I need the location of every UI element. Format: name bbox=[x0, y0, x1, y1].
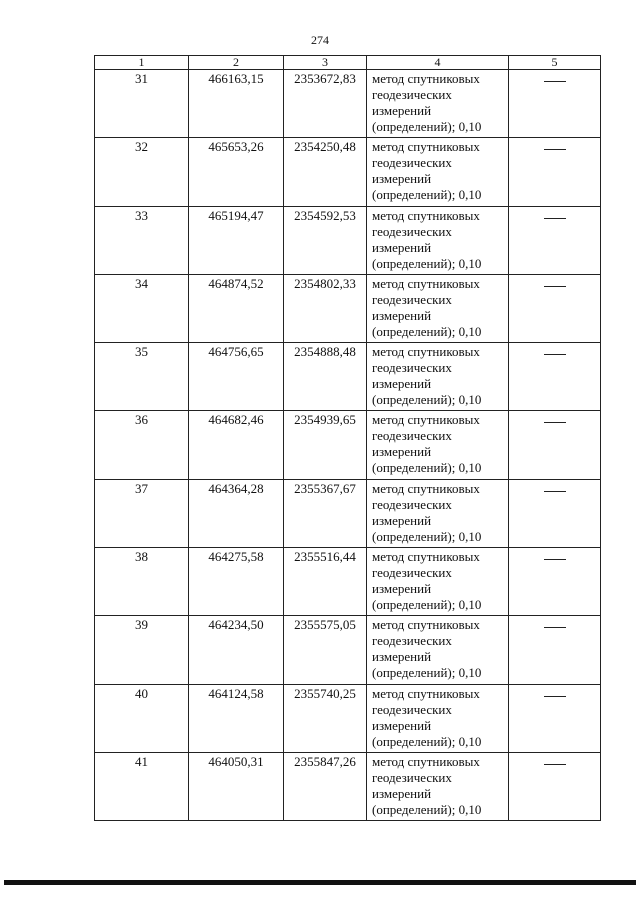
method-cell: метод спутниковых геодезических измерений (определений); 0,10 bbox=[367, 479, 509, 547]
x-coordinate-cell: 464874,52 bbox=[189, 274, 284, 342]
note-cell bbox=[509, 70, 601, 138]
y-coordinate-cell: 2354592,53 bbox=[284, 206, 367, 274]
note-cell bbox=[509, 684, 601, 752]
method-cell: метод спутниковых геодезических измерений (определений); 0,10 bbox=[367, 138, 509, 206]
y-coordinate-cell: 2354802,33 bbox=[284, 274, 367, 342]
y-coordinate-cell: 2354250,48 bbox=[284, 138, 367, 206]
table-row bbox=[95, 411, 601, 479]
table-row bbox=[95, 274, 601, 342]
table-row bbox=[95, 138, 601, 206]
x-coordinate-cell: 464234,50 bbox=[189, 616, 284, 684]
method-cell: метод спутниковых геодезических измерений (определений); 0,10 bbox=[367, 616, 509, 684]
x-coordinate-cell: 464364,28 bbox=[189, 479, 284, 547]
dash-mark bbox=[544, 491, 566, 492]
x-coordinate-cell: 465653,26 bbox=[189, 138, 284, 206]
y-coordinate-cell: 2354939,65 bbox=[284, 411, 367, 479]
table-row bbox=[95, 479, 601, 547]
note-cell bbox=[509, 548, 601, 616]
point-number-cell: 37 bbox=[95, 479, 189, 547]
method-cell: метод спутниковых геодезических измерений (определений); 0,10 bbox=[367, 206, 509, 274]
x-coordinate-cell: 465194,47 bbox=[189, 206, 284, 274]
dash-mark bbox=[544, 627, 566, 628]
table-row bbox=[95, 684, 601, 752]
column-header-5: 5 bbox=[509, 56, 601, 70]
table-header-row bbox=[95, 56, 601, 70]
point-number-cell: 33 bbox=[95, 206, 189, 274]
table-row bbox=[95, 343, 601, 411]
x-coordinate-cell: 464275,58 bbox=[189, 548, 284, 616]
point-number-cell: 36 bbox=[95, 411, 189, 479]
table-row bbox=[95, 616, 601, 684]
point-number-cell: 35 bbox=[95, 343, 189, 411]
note-cell bbox=[509, 411, 601, 479]
coordinates-table bbox=[94, 55, 601, 821]
y-coordinate-cell: 2355367,67 bbox=[284, 479, 367, 547]
point-number-cell: 38 bbox=[95, 548, 189, 616]
column-header-4: 4 bbox=[367, 56, 509, 70]
dash-mark bbox=[544, 81, 566, 82]
x-coordinate-cell: 464050,31 bbox=[189, 752, 284, 820]
column-header-3: 3 bbox=[284, 56, 367, 70]
point-number-cell: 32 bbox=[95, 138, 189, 206]
note-cell bbox=[509, 206, 601, 274]
note-cell bbox=[509, 752, 601, 820]
x-coordinate-cell: 464682,46 bbox=[189, 411, 284, 479]
point-number-cell: 39 bbox=[95, 616, 189, 684]
method-cell: метод спутниковых геодезических измерений (определений); 0,10 bbox=[367, 274, 509, 342]
method-cell: метод спутниковых геодезических измерений (определений); 0,10 bbox=[367, 752, 509, 820]
method-cell: метод спутниковых геодезических измерений (определений); 0,10 bbox=[367, 343, 509, 411]
table-row bbox=[95, 548, 601, 616]
y-coordinate-cell: 2355740,25 bbox=[284, 684, 367, 752]
y-coordinate-cell: 2355516,44 bbox=[284, 548, 367, 616]
point-number-cell: 34 bbox=[95, 274, 189, 342]
dash-mark bbox=[544, 696, 566, 697]
y-coordinate-cell: 2355575,05 bbox=[284, 616, 367, 684]
point-number-cell: 40 bbox=[95, 684, 189, 752]
y-coordinate-cell: 2355847,26 bbox=[284, 752, 367, 820]
point-number-cell: 31 bbox=[95, 70, 189, 138]
x-coordinate-cell: 464756,65 bbox=[189, 343, 284, 411]
note-cell bbox=[509, 479, 601, 547]
bottom-rule bbox=[4, 880, 636, 885]
y-coordinate-cell: 2353672,83 bbox=[284, 70, 367, 138]
note-cell bbox=[509, 138, 601, 206]
method-cell: метод спутниковых геодезических измерений (определений); 0,10 bbox=[367, 684, 509, 752]
x-coordinate-cell: 466163,15 bbox=[189, 70, 284, 138]
method-cell: метод спутниковых геодезических измерений (определений); 0,10 bbox=[367, 411, 509, 479]
dash-mark bbox=[544, 149, 566, 150]
x-coordinate-cell: 464124,58 bbox=[189, 684, 284, 752]
point-number-cell: 41 bbox=[95, 752, 189, 820]
note-cell bbox=[509, 274, 601, 342]
dash-mark bbox=[544, 559, 566, 560]
dash-mark bbox=[544, 354, 566, 355]
note-cell bbox=[509, 616, 601, 684]
dash-mark bbox=[544, 764, 566, 765]
page-number: 274 bbox=[311, 33, 329, 47]
y-coordinate-cell: 2354888,48 bbox=[284, 343, 367, 411]
table-row bbox=[95, 70, 601, 138]
column-header-2: 2 bbox=[189, 56, 284, 70]
method-cell: метод спутниковых геодезических измерений (определений); 0,10 bbox=[367, 70, 509, 138]
table-row bbox=[95, 206, 601, 274]
dash-mark bbox=[544, 286, 566, 287]
dash-mark bbox=[544, 218, 566, 219]
table-body bbox=[95, 70, 601, 821]
table-row bbox=[95, 752, 601, 820]
note-cell bbox=[509, 343, 601, 411]
method-cell: метод спутниковых геодезических измерений (определений); 0,10 bbox=[367, 548, 509, 616]
column-header-1: 1 bbox=[95, 56, 189, 70]
dash-mark bbox=[544, 422, 566, 423]
